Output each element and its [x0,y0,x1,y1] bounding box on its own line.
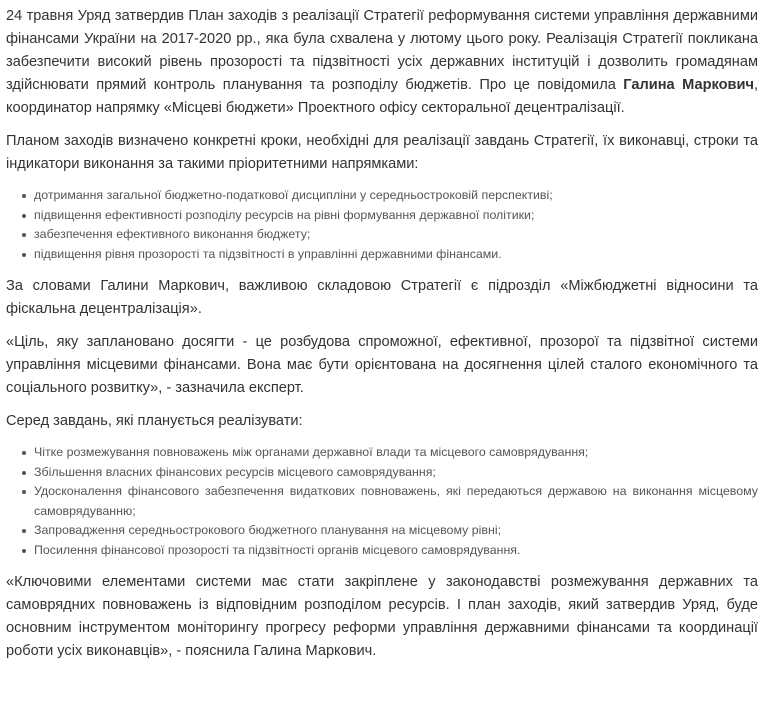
quote-paragraph: «Ціль, яку заплановано досягти - це розбудова спроможної, ефективної, прозорої та підзвітної системи управління місцевими фінансами. Вона має бути орієнтована на досягнення цілей сталого економічного та соціального розвитку», - зазначила експерт. [6,334,758,396]
list-item-text: забезпечення ефективного виконання бюджету; [34,227,311,241]
bullet-icon [22,549,26,553]
tasks-list [6,443,758,560]
author-name: Галина Маркович [623,77,754,93]
list-item [34,225,758,245]
strategy-paragraph: За словами Галини Маркович, важливою складовою Стратегії є підрозділ «Міжбюджетні відносини та фіскальна децентралізація». [6,278,758,317]
list-item-text: підвищення рівня прозорості та підзвітності в управлінні державними фінансами. [34,246,502,261]
list-item [34,541,758,561]
bullet-icon [22,194,26,198]
list-item [34,463,758,483]
list-item [34,206,758,226]
tasks-intro-paragraph: Серед завдань, які планується реалізувати: [6,413,303,429]
bullet-icon [22,233,26,237]
list-item-text: Чітке розмежування повноважень між органами державної влади та місцевого самоврядування; [34,445,589,459]
list-item [34,186,758,206]
intro-paragraph [6,5,758,120]
plan-paragraph: Планом заходів визначено конкретні кроки, необхідні для реалізації завдань Стратегії, їх виконавці, строки та індикатори виконання за такими пріоритетними напрямками: [6,133,758,172]
list-item-text: Удосконалення фінансового забезпечення видаткових повноважень, які передаються державою на виконання місцевому самоврядуванню; [34,484,758,518]
article-body [0,5,766,663]
bullet-icon [22,451,26,455]
closing-quote-paragraph: «Ключовими елементами системи має стати закріплене у законодавстві розмежування державних та самоврядних повноважень із відповідним розподілом ресурсів. І план заходів, який затвердив Уряд, буде основним інструментом моніторингу прогресу реформи управління державними фінансами та координації роботи усіх виконавців», - пояснила Галина Маркович. [6,574,758,659]
intro-text-end: , координатор напрямку «Місцеві бюджети» Проектного офісу секторальної децентралізації. [6,77,758,116]
list-item [34,521,758,541]
intro-text: 24 травня Уряд затвердив План заходів з реалізації Стратегії реформування системи управління державними фінансами України на 2017-2020 рр., яка була схвалена у лютому цього року. Реалізація Стратегії покликана забезпечити високий рівень прозорості та підзвітності усіх державних інституцій і дозволить громадянам здійснювати прямий контроль планування та розподілу бюджетів. Про це повідомила [6,8,758,93]
bullet-icon [22,253,26,257]
list-item-text: Запровадження середньострокового бюджетного планування на місцевому рівні; [34,523,502,537]
list-item [34,482,758,521]
list-item [34,245,758,265]
priority-list [6,186,758,264]
list-item [34,443,758,463]
list-item-text: дотримання загальної бюджетно-податкової дисципліни у середньостроковій перспективі; [34,188,553,202]
bullet-icon [22,471,26,475]
bullet-icon [22,529,26,533]
list-item-text: Збільшення власних фінансових ресурсів місцевого самоврядування; [34,464,436,479]
bullet-icon [22,490,26,494]
bullet-icon [22,214,26,218]
list-item-text: підвищення ефективності розподілу ресурсів на рівні формування державної політики; [34,207,535,222]
list-item-text: Посилення фінансової прозорості та підзвітності органів місцевого самоврядування. [34,542,521,557]
